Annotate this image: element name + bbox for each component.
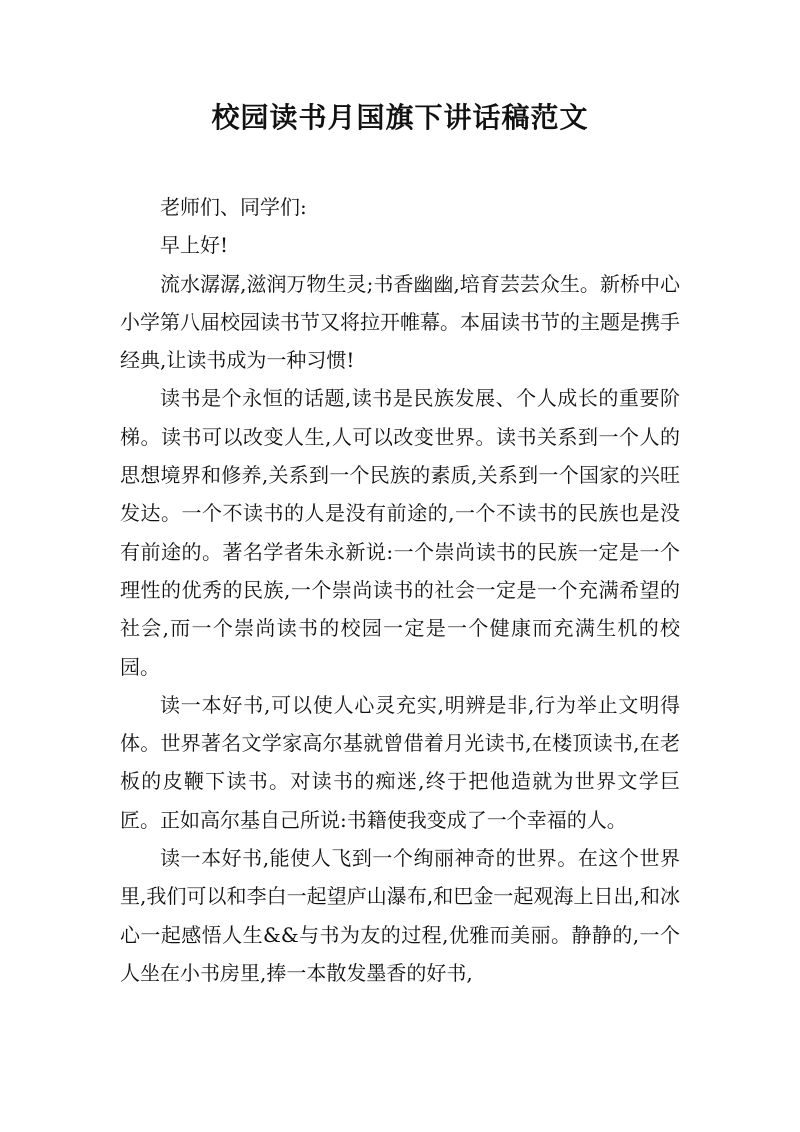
- body-paragraph: 读一本好书,可以使人心灵充实,明辨是非,行为举止文明得体。世界著名文学家高尔基就曾借着月光读书,在楼顶读书,在老板的皮鞭下读书。对读书的痴迷,终于把他造就为世界文学巨匠。正如高尔基自己所说:书籍使我变成了一个幸福的人。: [120, 692, 680, 832]
- salutation-paragraph: 早上好!: [160, 233, 229, 258]
- document-title: 校园读书月国旗下讲话稿范文: [211, 101, 589, 134]
- body-paragraph: 读书是个永恒的话题,读书是民族发展、个人成长的重要阶梯。读书可以改变人生,人可以改变世界。读书关系到一个人的思想境界和修养,关系到一个民族的素质,关系到一个国家的兴旺发达。一个不读书的人是没有前途的,一个不读书的民族也是没有前途的。著名学者朱永新说:一个崇尚读书的民族一定是一个理性的优秀的民族,一个崇尚读书的社会一定是一个充满希望的社会,而一个崇尚读书的校园一定是一个健康而充满生机的校园。: [120, 386, 680, 679]
- document-body: [120, 188, 680, 992]
- body-paragraph: 流水潺潺,滋润万物生灵;书香幽幽,培育芸芸众生。新桥中心小学第八届校园读书节又将拉开帷幕。本届读书节的主题是携手经典,让读书成为一种习惯!: [120, 271, 680, 373]
- body-paragraph: 读一本好书,能使人飞到一个绚丽神奇的世界。在这个世界里,我们可以和李白一起望庐山瀑布,和巴金一起观海上日出,和冰心一起感悟人生&&与书为友的过程,优雅而美丽。静静的,一个人坐在小书房里,捧一本散发墨香的好书,: [120, 846, 680, 985]
- greeting-paragraph: 老师们、同学们:: [160, 195, 307, 219]
